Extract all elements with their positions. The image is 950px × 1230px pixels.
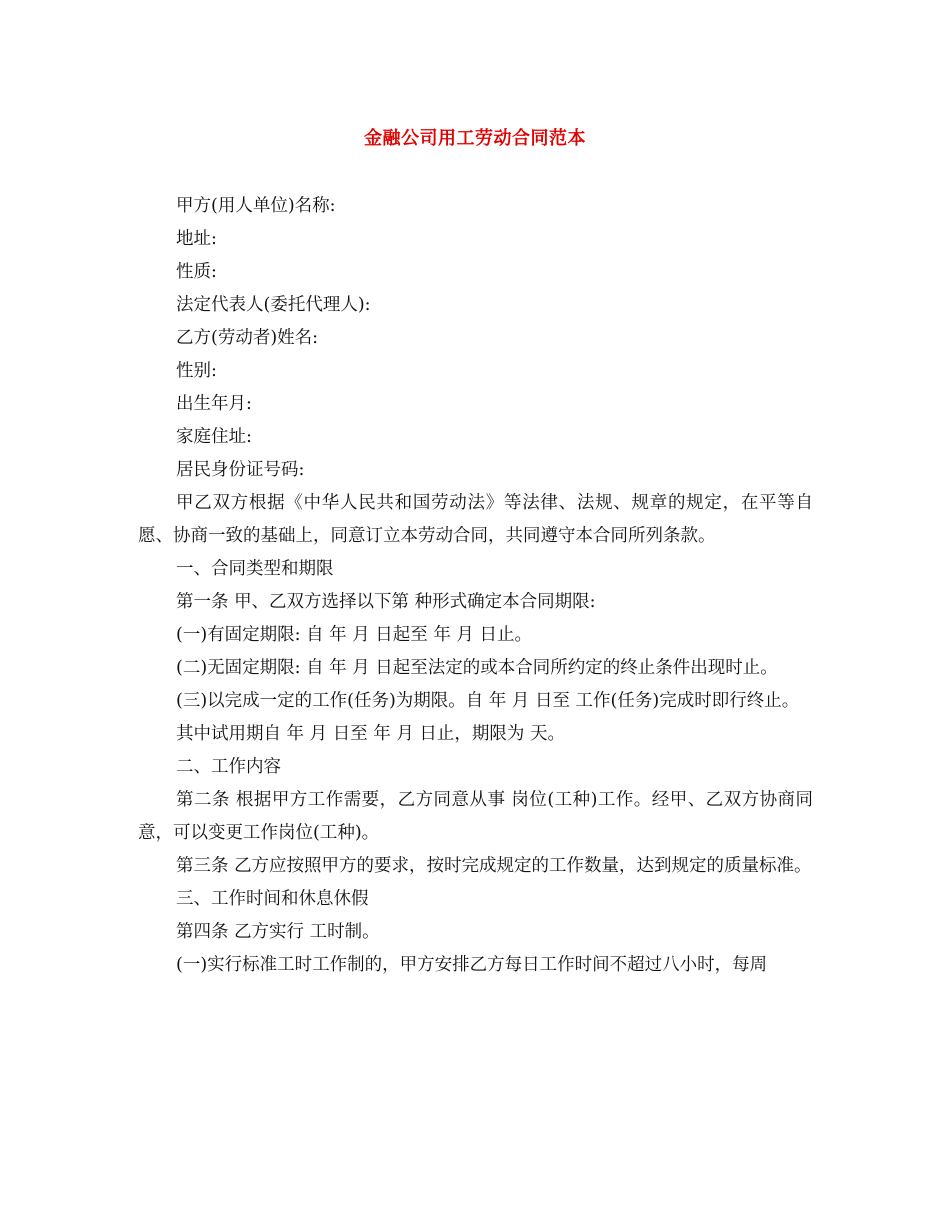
section-heading-working-hours: 三、工作时间和休息休假 <box>176 889 369 909</box>
nature-line: 性质: <box>176 262 217 282</box>
article-1-item-3: (三)以完成一定的工作(任务)为期限。自 年 月 日至 工作(任务)完成时即行终止。 <box>176 691 800 711</box>
birth-date-line: 出生年月: <box>176 394 252 414</box>
section-heading-contract-type: 一、合同类型和期限 <box>176 559 334 579</box>
article-4: 第四条 乙方实行 工时制。 <box>176 922 380 942</box>
party-b-name-line: 乙方(劳动者)姓名: <box>176 328 319 348</box>
preamble-paragraph: 甲乙双方根据《中华人民共和国劳动法》等法律、法规、规章的规定，在平等自愿、协商一致的基础上，同意订立本劳动合同，共同遵守本合同所列条款。 <box>138 493 813 546</box>
legal-representative-line: 法定代表人(委托代理人): <box>176 295 371 315</box>
section-heading-work-content: 二、工作内容 <box>176 757 281 777</box>
address-line: 地址: <box>176 229 217 249</box>
document-body <box>138 190 813 982</box>
article-1: 第一条 甲、乙双方选择以下第 种形式确定本合同期限: <box>176 592 596 612</box>
article-3: 第三条 乙方应按照甲方的要求，按时完成规定的工作数量，达到规定的质量标准。 <box>176 856 812 876</box>
gender-line: 性别: <box>176 361 217 381</box>
article-2: 第二条 根据甲方工作需要，乙方同意从事 岗位(工种)工作。经甲、乙双方协商同意，可以变更工作岗位(工种)。 <box>138 790 813 843</box>
id-number-line: 居民身份证号码: <box>176 460 305 480</box>
article-1-item-1: (一)有固定期限: 自 年 月 日起至 年 月 日止。 <box>176 625 532 645</box>
party-a-name-line: 甲方(用人单位)名称: <box>176 196 336 216</box>
home-address-line: 家庭住址: <box>176 427 252 447</box>
probation-period-line: 其中试用期自 年 月 日至 年 月 日止，期限为 天。 <box>176 724 565 744</box>
document-title: 金融公司用工劳动合同范本 <box>364 128 586 149</box>
article-4-item-1: (一)实行标准工时工作制的，甲方安排乙方每日工作时间不超过八小时，每周 <box>176 955 768 975</box>
article-1-item-2: (二)无固定期限: 自 年 月 日起至法定的或本合同所约定的终止条件出现时止。 <box>176 658 778 678</box>
